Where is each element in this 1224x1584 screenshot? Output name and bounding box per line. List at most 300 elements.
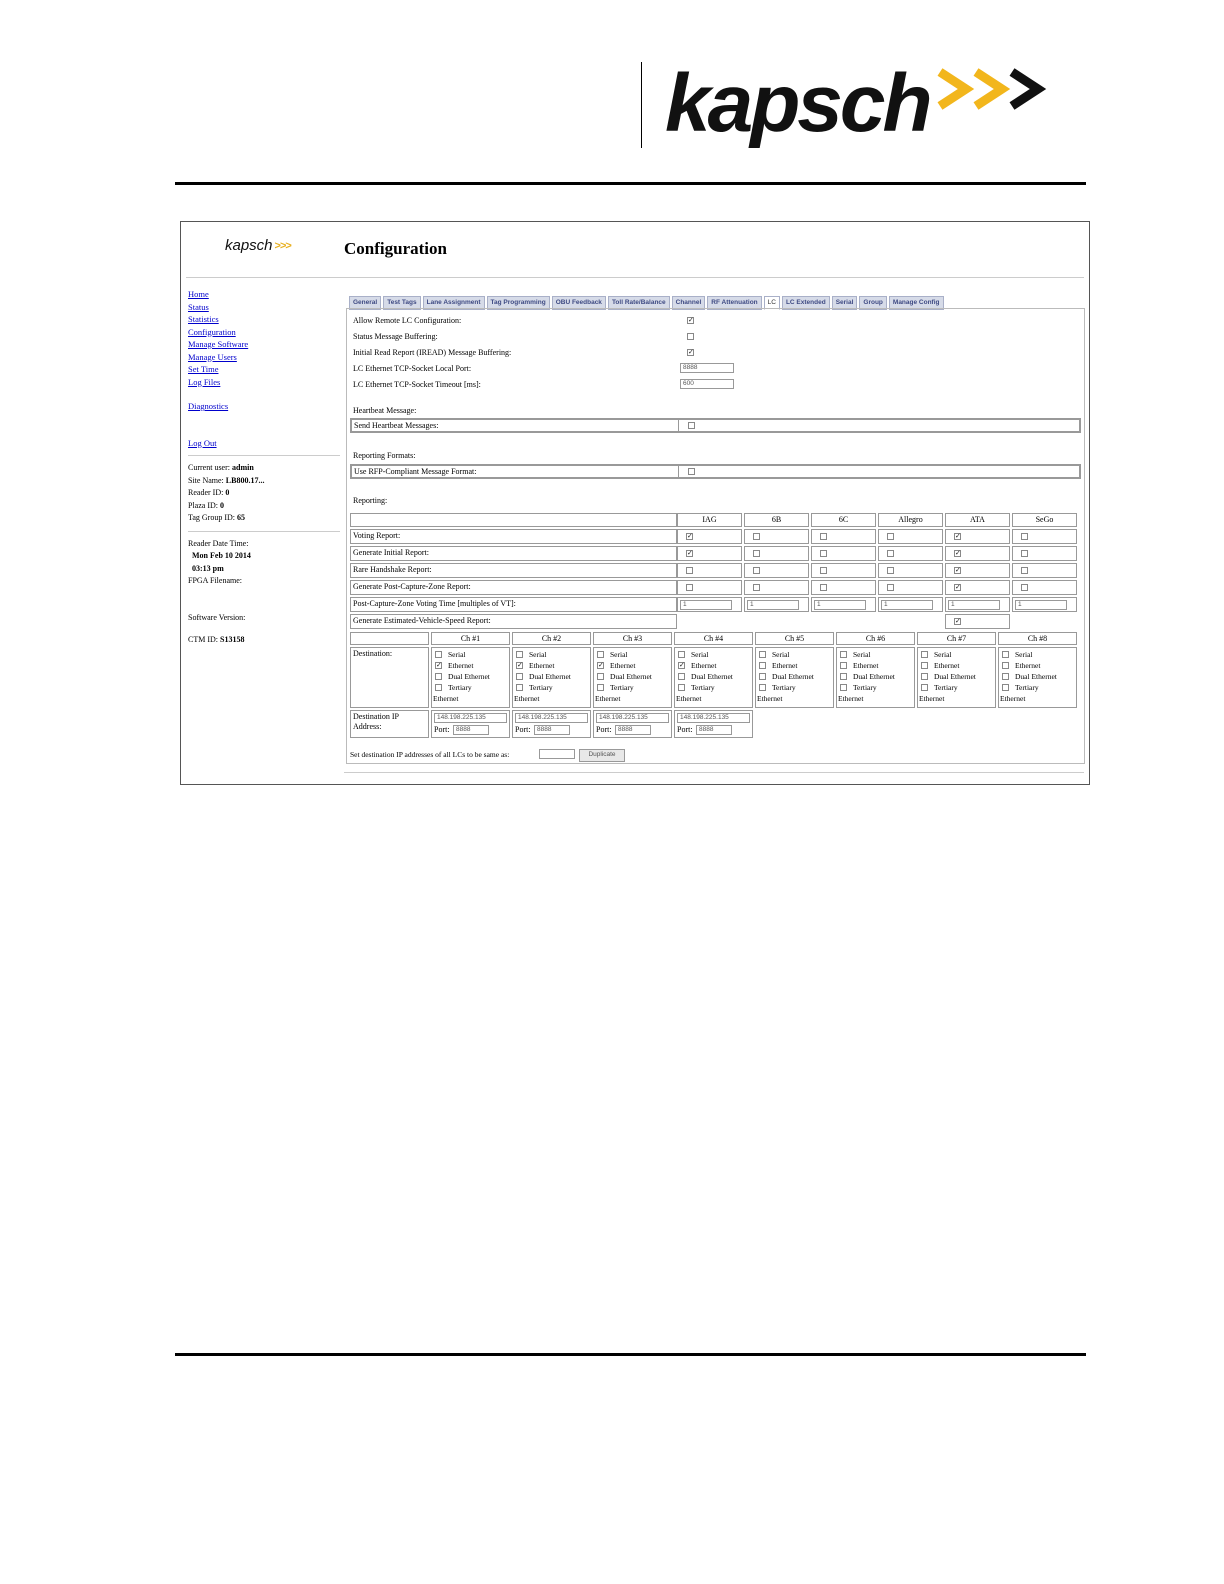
destination-option-label: Ethernet [433,694,459,703]
destination-option-label: Tertiary [934,683,958,692]
setting-label: Allow Remote LC Configuration: [353,316,462,325]
report-checkbox[interactable] [753,567,760,574]
destination-option [678,661,716,670]
ip-cell [674,710,753,738]
destination-option [678,650,709,659]
nav-link-manage-users[interactable]: Manage Users [188,351,237,362]
destination-cell [917,647,996,708]
destination-checkbox[interactable] [1002,673,1009,680]
pcz-cell [744,597,809,612]
speed-report-label-cell [350,614,677,629]
destination-option [597,683,634,692]
destination-option [1002,661,1040,670]
destination-option-label: Dual Ethernet [1015,672,1057,681]
report-checkbox[interactable] [1021,533,1028,540]
destination-option-label: Serial [1015,650,1033,659]
report-checkbox[interactable] [820,584,827,591]
destination-option-label: Ethernet [853,661,879,670]
nav-link-manage-software[interactable]: Manage Software [188,339,249,349]
destination-option-label: Ethernet [610,661,636,670]
report-checkbox[interactable]: ✓ [687,532,693,540]
report-label: Rare Handshake Report: [353,565,432,574]
destination-option-label: Ethernet [448,661,474,670]
destination-checkbox[interactable] [921,662,928,669]
protocol-header: 6C [811,513,876,527]
tab-serial[interactable]: Serial [832,296,858,310]
setting-label: Initial Read Report (IREAD) Message Buffering: [353,348,512,357]
destination-checkbox[interactable] [840,684,847,691]
tab-toll-rate-balance[interactable]: Toll Rate/Balance [608,296,670,310]
destination-option-label: Ethernet [676,694,702,703]
report-cell [677,529,742,544]
destination-option-label: Ethernet [919,694,945,703]
formats-row: Use RFP-Compliant Message Format: [350,464,1081,479]
tab-test-tags[interactable]: Test Tags [383,296,420,310]
nav-link-log-files[interactable]: Log Files [188,376,221,387]
destination-checkbox[interactable] [840,651,847,658]
destination-cell [674,647,753,708]
destination-option [597,661,635,670]
destination-option-label: Ethernet [691,661,717,670]
destination-option [759,672,814,681]
page-title: Configuration [344,239,447,258]
pcz-voting-input[interactable]: 1 [680,600,732,610]
nav-link-home[interactable]: Home [188,289,209,299]
pcz-voting-label-cell [350,597,677,612]
left-nav [188,288,338,647]
destination-option-label: Serial [934,650,952,659]
destination-option [921,672,976,681]
channel-header: Ch #8 [998,632,1077,645]
destination-checkbox[interactable] [840,673,847,680]
lc-timeout-input[interactable]: 600 [680,379,734,389]
channel-header: Ch #3 [593,632,672,645]
fpga-label: FPGA Filename: [188,576,243,585]
allow-remote-lc-checkbox[interactable]: ✓ [688,316,694,324]
report-checkbox[interactable] [753,584,760,591]
tab-tag-programming[interactable]: Tag Programming [487,296,550,310]
destination-option-label: Tertiary [448,683,472,692]
setting-label: LC Ethernet TCP-Socket Local Port: [353,364,472,373]
destination-option [676,694,701,703]
destination-ip-input[interactable]: 148.198.225.135 [677,713,750,723]
iread-buffering-checkbox[interactable]: ✓ [688,348,694,356]
report-cell [811,580,876,595]
report-cell [1012,563,1077,578]
port-label: Port: [434,725,450,734]
destination-checkbox[interactable]: ✓ [679,660,685,669]
report-cell [677,580,742,595]
channel-header: Ch #5 [755,632,834,645]
tab-group[interactable]: Group [859,296,887,310]
destination-option [435,683,472,692]
report-cell [945,546,1010,561]
report-cell [744,563,809,578]
destination-cell [512,647,591,708]
tab-lc-extended[interactable]: LC Extended [782,296,830,310]
destination-checkbox[interactable] [678,684,685,691]
report-row-label [350,580,677,595]
destination-checkbox[interactable] [759,651,766,658]
destination-checkbox[interactable] [1002,662,1009,669]
destination-option-label: Dual Ethernet [934,672,976,681]
destination-cell [431,647,510,708]
destination-option-label: Serial [772,650,790,659]
tab-channel[interactable]: Channel [672,296,706,310]
heartbeat-row: Send Heartbeat Messages: [350,418,1081,433]
report-cell [811,529,876,544]
report-cell [945,580,1010,595]
destination-option-label: Tertiary [529,683,553,692]
bottom-divider [344,772,1084,773]
software-version-label: Software Version: [188,612,246,622]
duplicate-source-input[interactable] [539,749,575,759]
destination-option-label: Dual Ethernet [691,672,733,681]
destination-option [595,694,620,703]
report-label: Generate Initial Report: [353,548,429,557]
nav-link-configuration[interactable]: Configuration [188,326,236,337]
destination-checkbox[interactable] [516,673,523,680]
destination-cell [836,647,915,708]
send-heartbeat-checkbox[interactable] [688,422,695,429]
destination-cell [593,647,672,708]
destination-option [435,672,490,681]
lc-local-port-input[interactable]: 8888 [680,363,734,373]
port-label: Port: [515,725,531,734]
report-cell [945,563,1010,578]
reader-id-value: 0 [225,488,230,497]
destination-option-label: Ethernet [595,694,621,703]
destination-option-label: Tertiary [691,683,715,692]
setting-label: LC Ethernet TCP-Socket Timeout [ms]: [353,380,481,389]
report-checkbox[interactable] [887,584,894,591]
destination-checkbox[interactable] [1002,684,1009,691]
destination-checkbox[interactable] [435,684,442,691]
destination-port-input[interactable]: 8888 [534,725,570,735]
destination-option-label: Ethernet [1000,694,1026,703]
destination-option [597,672,652,681]
destination-cell [755,647,834,708]
destination-option [921,661,959,670]
tab-rf-attenuation[interactable]: RF Attenuation [707,296,761,310]
pcz-voting-input[interactable]: 1 [814,600,866,610]
report-cell [878,546,943,561]
report-cell [878,580,943,595]
pcz-cell [677,597,742,612]
logo-arrows-icon [936,66,1054,112]
report-cell [1012,580,1077,595]
app-logo-word: kapsch [225,237,273,254]
report-checkbox[interactable] [1021,550,1028,557]
ip-cell [431,710,510,738]
channel-header: Ch #6 [836,632,915,645]
report-checkbox[interactable] [1021,584,1028,591]
destination-checkbox[interactable] [597,684,604,691]
destination-option [514,694,539,703]
destination-ip-input[interactable]: 148.198.225.135 [515,713,588,723]
destination-option-label: Dual Ethernet [529,672,571,681]
destination-option [516,683,553,692]
destination-option-label: Dual Ethernet [772,672,814,681]
destination-option-label: Serial [853,650,871,659]
report-checkbox[interactable]: ✓ [955,583,961,591]
app-logo-arrows-icon: >>> [274,239,291,252]
pcz-voting-input[interactable]: 1 [948,600,1000,610]
report-checkbox[interactable] [820,533,827,540]
speed-report-label: Generate Estimated-Vehicle-Speed Report: [353,616,491,625]
nav-separator [188,455,340,456]
protocol-header: IAG [677,513,742,527]
destination-checkbox[interactable] [516,684,523,691]
protocol-header: SeGo [1012,513,1077,527]
report-cell [878,529,943,544]
app-logo [225,237,291,254]
destination-option [516,672,571,681]
port-label: Port: [596,725,612,734]
ip-cell [512,710,591,738]
report-checkbox[interactable] [1021,567,1028,574]
destination-option-label: Ethernet [514,694,540,703]
report-cell [1012,529,1077,544]
destination-option [678,672,733,681]
rfp-format-checkbox[interactable] [688,468,695,475]
report-checkbox[interactable] [887,550,894,557]
destination-option-label: Serial [529,650,547,659]
site-name-value: LB800.17... [225,475,265,485]
destination-option-label: Serial [448,650,466,659]
report-checkbox[interactable] [820,567,827,574]
destination-option [435,661,473,670]
duplicate-label: Set destination IP addresses of all LCs to be same as: [350,750,510,759]
logo-word: kapsch [665,58,930,149]
destination-checkbox[interactable] [678,673,685,680]
protocol-header: 6B [744,513,809,527]
report-checkbox[interactable] [753,533,760,540]
report-cell [945,529,1010,544]
destination-label-cell [350,647,429,708]
destination-ip-input[interactable]: 148.198.225.135 [596,713,669,723]
tab-general[interactable]: General [349,296,381,310]
destination-option-label: Ethernet [1015,661,1041,670]
protocol-header: ATA [945,513,1010,527]
destination-option-label: Ethernet [772,661,798,670]
destination-checkbox[interactable] [759,684,766,691]
destination-option [840,661,878,670]
destination-option-label: Tertiary [772,683,796,692]
destination-cell [998,647,1077,708]
pcz-cell [878,597,943,612]
destination-option [1002,683,1039,692]
heartbeat-section-label: Heartbeat Message: [353,406,417,415]
destination-option [838,694,863,703]
reader-datetime: Reader Date Time: Mon Feb 10 2014 03:13 pm FPGA Filename: Software Version: CTM ID: S13158 [188,538,338,647]
report-checkbox[interactable]: ✓ [955,549,961,557]
destination-option [840,650,871,659]
pcz-cell [945,597,1010,612]
destination-label: Destination: [353,649,393,658]
report-cell [677,546,742,561]
port-label: Port: [677,725,693,734]
destination-option [840,672,895,681]
reader-info: Current user: admin Site Name: LB800.17... Reader ID: 0 Plaza ID: 0 Tag Group ID: 65 [188,463,265,522]
report-row-label [350,529,677,544]
report-cell [744,580,809,595]
pcz-voting-input[interactable]: 1 [747,600,799,610]
report-label: Voting Report: [353,531,401,540]
report-checkbox[interactable] [753,550,760,557]
report-cell [811,563,876,578]
destination-option [1000,694,1025,703]
destination-option-label: Ethernet [529,661,555,670]
destination-checkbox[interactable]: ✓ [517,660,523,669]
tab-lane-assignment[interactable]: Lane Assignment [423,296,485,310]
report-checkbox[interactable] [686,567,693,574]
destination-option-label: Tertiary [853,683,877,692]
destination-option [516,661,554,670]
channel-header-blank [350,632,429,645]
destination-option-label: Dual Ethernet [448,672,490,681]
channel-header: Ch #7 [917,632,996,645]
destination-option-label: Dual Ethernet [853,672,895,681]
destination-option [759,661,797,670]
page-rule-bottom [175,1353,1086,1356]
destination-option [921,683,958,692]
destination-checkbox[interactable] [678,651,685,658]
report-row-label [350,546,677,561]
setting-label: Status Message Buffering: [353,332,438,341]
nav-link-statistics[interactable]: Statistics [188,314,219,324]
header-divider [641,62,642,148]
destination-ip-label: Destination IP Address: [353,712,399,731]
duplicate-button[interactable]: Duplicate [579,749,625,762]
report-checkbox[interactable] [820,550,827,557]
destination-checkbox[interactable]: ✓ [436,660,442,669]
report-cell [744,529,809,544]
channel-header: Ch #2 [512,632,591,645]
report-cell [1012,546,1077,561]
ip-label-cell [350,710,429,738]
destination-port-input[interactable]: 8888 [696,725,732,735]
destination-option-label: Tertiary [1015,683,1039,692]
destination-option [597,650,628,659]
destination-option [433,694,458,703]
kapsch-logo [665,58,1054,149]
report-checkbox[interactable]: ✓ [955,566,961,574]
protocol-header: Allegro [878,513,943,527]
nav-separator [188,531,340,532]
page-rule-top [175,182,1086,185]
speed-report-checkbox[interactable]: ✓ [955,617,961,625]
destination-option [840,683,877,692]
destination-checkbox[interactable] [516,651,523,658]
report-label: Generate Post-Capture-Zone Report: [353,582,471,591]
pcz-voting-input[interactable]: 1 [1015,600,1067,610]
status-buffering-checkbox[interactable] [687,333,694,340]
destination-option [759,683,796,692]
report-checkbox[interactable] [887,533,894,540]
destination-checkbox[interactable] [597,673,604,680]
tab-manage-config[interactable]: Manage Config [889,296,944,310]
report-cell [677,563,742,578]
destination-option [921,650,952,659]
destination-checkbox[interactable] [840,662,847,669]
nav-link-set-time[interactable]: Set Time [188,364,219,374]
destination-checkbox[interactable] [435,673,442,680]
plaza-id-value: 0 [220,500,224,510]
destination-option [678,683,715,692]
destination-option-label: Ethernet [757,694,783,703]
destination-option-label: Tertiary [610,683,634,692]
pcz-cell [1012,597,1077,612]
destination-checkbox[interactable]: ✓ [598,660,604,669]
report-row-label [350,563,677,578]
tag-group-id-value: 65 [236,513,245,522]
tab-obu-feedback[interactable]: OBU Feedback [552,296,606,310]
destination-option-label: Ethernet [838,694,864,703]
destination-option-label: Dual Ethernet [610,672,652,681]
report-checkbox[interactable]: ✓ [687,549,693,557]
nav-link-status[interactable]: Status [188,301,209,312]
pcz-voting-input[interactable]: 1 [881,600,933,610]
pcz-voting-label: Post-Capture-Zone Voting Time [multiples of VT]: [353,599,516,608]
destination-checkbox[interactable] [759,673,766,680]
report-checkbox[interactable] [887,567,894,574]
report-cell [878,563,943,578]
report-cell [744,546,809,561]
destination-port-input[interactable]: 8888 [453,725,489,735]
report-header-blank [350,513,677,527]
tab-lc[interactable]: LC [764,296,780,310]
destination-checkbox[interactable] [597,651,604,658]
destination-option [757,694,782,703]
destination-option [516,650,547,659]
channel-header: Ch #4 [674,632,753,645]
pcz-cell [811,597,876,612]
destination-checkbox[interactable] [759,662,766,669]
destination-port-input[interactable]: 8888 [615,725,651,735]
speed-report-cell [945,614,1010,629]
destination-option [1002,672,1057,681]
reporting-section-label: Reporting: [353,496,388,505]
ctm-id-value: S13158 [220,635,245,644]
formats-section-label: Reporting Formats: [353,451,416,460]
nav-link-diagnostics[interactable]: Diagnostics [188,401,229,411]
report-cell [811,546,876,561]
destination-checkbox[interactable] [1002,651,1009,658]
destination-option [1002,650,1033,659]
destination-option-label: Ethernet [934,661,960,670]
channel-header: Ch #1 [431,632,510,645]
report-checkbox[interactable]: ✓ [955,532,961,540]
lc-panel [346,308,1085,764]
destination-checkbox[interactable] [921,673,928,680]
destination-checkbox[interactable] [435,651,442,658]
nav-link-logout[interactable]: Log Out [188,437,217,448]
destination-ip-input[interactable]: 148.198.225.135 [434,713,507,723]
destination-option-label: Serial [691,650,709,659]
title-divider [186,277,1084,278]
ip-cell [593,710,672,738]
current-user-value: admin [232,463,254,472]
destination-option [435,650,466,659]
destination-option-label: Serial [610,650,628,659]
destination-checkbox[interactable] [921,651,928,658]
config-screenshot [180,221,1090,785]
destination-option [919,694,944,703]
destination-checkbox[interactable] [921,684,928,691]
report-checkbox[interactable] [686,584,693,591]
destination-option [759,650,790,659]
